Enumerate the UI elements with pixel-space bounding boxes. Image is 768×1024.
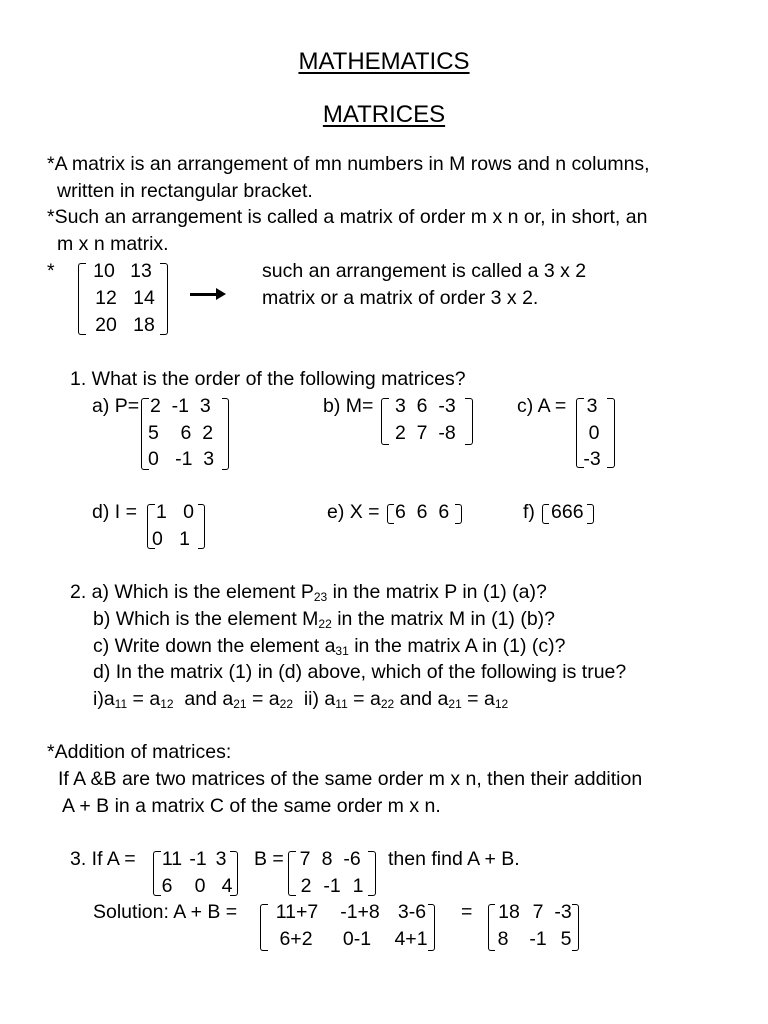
definition-line-1: *A matrix is an arrangement of mn numbers in M rows and n columns,	[47, 153, 650, 175]
matrix-cell: 0-1	[342, 928, 372, 950]
matrix-cell: 20	[95, 314, 117, 336]
matrix-cell: 3	[586, 395, 598, 417]
question-3-label: 3. If A =	[70, 848, 136, 870]
matrix-p-label: a) P=	[92, 395, 140, 417]
matrix-x-label: e) X =	[327, 501, 380, 523]
right-bracket	[455, 504, 462, 524]
left-bracket	[153, 851, 161, 896]
matrix-cell: -6	[343, 848, 361, 870]
order-line-1: *Such an arrangement is called a matrix of order m x n or, in short, an	[47, 206, 648, 228]
question-2b: b) Which is the element $M_{22}$ in the matrix M in (1) (b)?	[93, 608, 556, 631]
matrix-cell: 10	[93, 260, 115, 282]
matrix-cell: 8	[321, 848, 333, 870]
matrix-cell: 0	[194, 875, 206, 897]
solution-label: Solution: A + B =	[93, 901, 238, 923]
matrix-cell: 13	[130, 260, 152, 282]
matrix-cell: -1+8	[340, 901, 380, 923]
question-2a: 2. a) Which is the element $P_{23}$ in the matrix P in (1) (a)?	[70, 581, 547, 604]
matrix-f-label: f)	[523, 501, 535, 523]
addition-line-2: A + B in a matrix C of the same order m x n.	[62, 795, 441, 817]
right-bracket	[198, 504, 205, 549]
matrix-cell: 4	[221, 875, 233, 897]
left-bracket	[488, 904, 495, 951]
addition-heading: *Addition of matrices:	[47, 741, 232, 763]
question-2d-options: $i)a_{11} = a_{12}$ and $a_{21} = a_{22}$ ii) $a_{11} = a_{22}$ and $a_{21} = a_{12}$	[93, 688, 509, 711]
matrix-cell: 6+2	[279, 928, 313, 950]
page-subtitle: MATRICES	[322, 101, 446, 128]
right-arrow-icon	[190, 293, 218, 296]
right-bracket	[607, 398, 615, 468]
matrix-cell: 14	[133, 287, 155, 309]
example-text-2: matrix or a matrix of order 3 x 2.	[262, 287, 539, 309]
matrix-row: 666	[551, 501, 584, 523]
matrix-row: 0 1	[152, 528, 190, 550]
question-2c: c) Write down the element $a_{31}$ in the matrix A in (1) (c)?	[93, 635, 566, 658]
matrix-cell: -1	[529, 928, 547, 950]
matrix-cell: 18	[498, 901, 520, 923]
matrix-row: 6 6 6	[395, 501, 450, 523]
right-bracket	[572, 904, 579, 951]
right-bracket	[222, 398, 229, 470]
matrix-i-label: d) I =	[92, 501, 137, 523]
order-line-2: m x n matrix.	[57, 233, 169, 255]
page-title: MATHEMATICS	[298, 48, 470, 75]
matrix-cell: -1	[323, 875, 341, 897]
matrix-a-label: c) A =	[517, 395, 567, 417]
left-bracket	[288, 851, 296, 896]
matrix-m-label: b) M=	[323, 395, 374, 417]
right-bracket	[160, 263, 168, 335]
left-bracket	[260, 904, 268, 951]
question-3-instruction: then find A + B.	[388, 848, 520, 870]
matrix-row: 2 7 -8	[395, 422, 456, 444]
matrix-cell: 4+1	[394, 928, 428, 950]
matrix-cell: 11	[161, 848, 183, 870]
matrix-cell: 3	[215, 848, 227, 870]
matrix-b-label: B =	[254, 848, 284, 870]
matrix-row: 1 0	[156, 501, 194, 523]
right-bracket	[465, 398, 473, 445]
example-bullet: *	[47, 260, 55, 282]
left-bracket	[78, 263, 86, 335]
matrix-cell: 7	[532, 901, 544, 923]
equals-sign: =	[461, 901, 473, 923]
matrix-cell: 12	[95, 287, 117, 309]
left-bracket	[387, 504, 394, 524]
matrix-cell: 6	[161, 875, 173, 897]
addition-line-1: If A &B are two matrices of the same order m x n, then their addition	[58, 768, 643, 790]
matrix-cell: -3	[554, 901, 572, 923]
left-bracket	[542, 504, 549, 524]
matrix-row: 3 6 -3	[395, 395, 456, 417]
matrix-cell: 8	[497, 928, 509, 950]
question-1: 1. What is the order of the following matrices?	[70, 368, 466, 390]
matrix-cell: -3	[583, 448, 601, 470]
matrix-cell: 3-6	[397, 901, 427, 923]
matrix-row: 5 6 2	[148, 422, 214, 444]
right-bracket	[587, 504, 594, 524]
matrix-row: 0 -1 3	[148, 448, 215, 470]
question-2d: d) In the matrix (1) in (d) above, which of the following is true?	[93, 661, 627, 683]
example-text-1: such an arrangement is called a 3 x 2	[262, 260, 587, 282]
definition-line-2: written in rectangular bracket.	[57, 180, 313, 202]
matrix-cell: 18	[133, 314, 155, 336]
matrix-row: 2 -1 3	[150, 395, 211, 417]
matrix-cell: 11+7	[275, 901, 319, 923]
matrix-cell: 2	[300, 875, 312, 897]
matrix-cell: 1	[352, 875, 364, 897]
matrix-cell: 0	[588, 422, 600, 444]
right-bracket	[368, 851, 376, 896]
matrix-cell: -1	[189, 848, 207, 870]
left-bracket	[381, 398, 389, 445]
right-bracket	[428, 904, 435, 951]
matrix-cell: 7	[299, 848, 311, 870]
matrix-cell: 5	[560, 928, 572, 950]
